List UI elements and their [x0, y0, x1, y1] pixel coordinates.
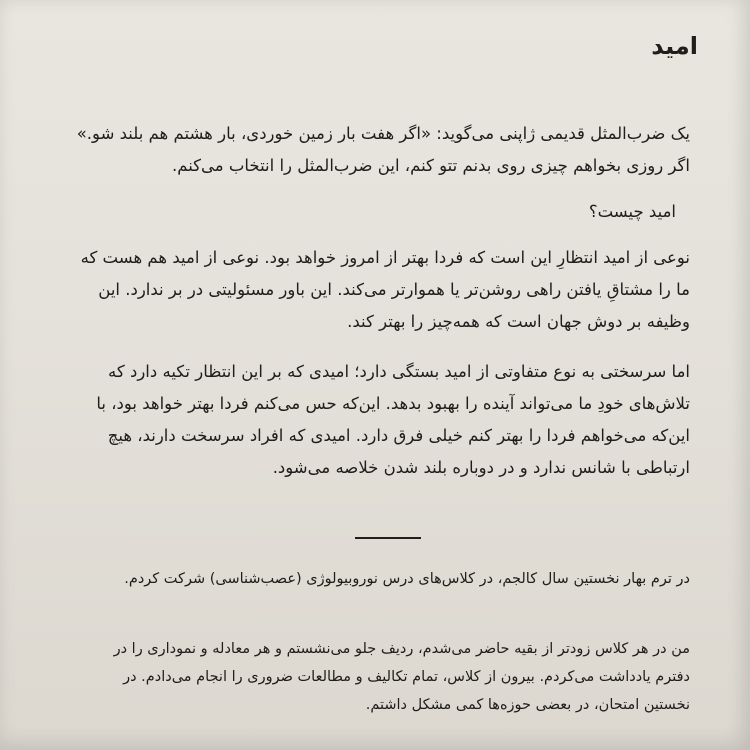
body-paragraph: اما سرسختی به نوع متفاوتی از امید بستگی دارد؛ امیدی که بر این انتظار تکیه دارد که تلاش‌های خودِ ما می‌تواند آینده را بهبود بدهد. این‌که حس می‌کنم فردا بهتر خواهد بود، با این‌که می‌خواهم فردا را بهتر کنم خیلی فرق دارد. امیدی که افراد سرسخت دارند، هیچ ارتباطی با شانس ندارد و در دوباره بلند شدن خلاصه می‌شود.	[96, 362, 690, 477]
question-line: امید چیست؟	[588, 202, 676, 221]
body-paragraph: نوعی از امید انتظارِ این است که فردا بهتر از امروز خواهد بود. نوعی از امید هم هست که ما را مشتاقِ یافتن راهی روشن‌تر یا هموارتر می‌کند. این باور مسئولیتی در بر ندارد. این وظیفه بر دوش جهان است که همه‌چیز را بهتر کند.	[80, 248, 690, 331]
chapter-title: امید	[651, 32, 698, 60]
section-divider	[355, 537, 421, 539]
body-paragraph: من در هر کلاس زودتر از بقیه حاضر می‌شدم، ردیف جلو می‌نشستم و هر معادله و نموداری را در دفترم یادداشت می‌کردم. بیرون از کلاس، تمام تکالیف و مطالعات ضروری را انجام می‌دادم. در نخستین امتحان، در بعضی حوزه‌ها کمی مشکل داشتم.	[113, 641, 690, 713]
body-paragraph: در ترم بهار نخستین سال کالجم، در کلاس‌های درس نوروبیولوژی (عصب‌شناسی) شرکت کردم.	[124, 571, 690, 587]
body-paragraph: یک ضرب‌المثل قدیمی ژاپنی می‌گوید: «اگر هفت بار زمین خوردی، بار هشتم هم بلند شو.» اگر روزی بخواهم چیزی روی بدنم تتو کنم، این ضرب‌المثل را انتخاب می‌کنم.	[76, 124, 690, 175]
